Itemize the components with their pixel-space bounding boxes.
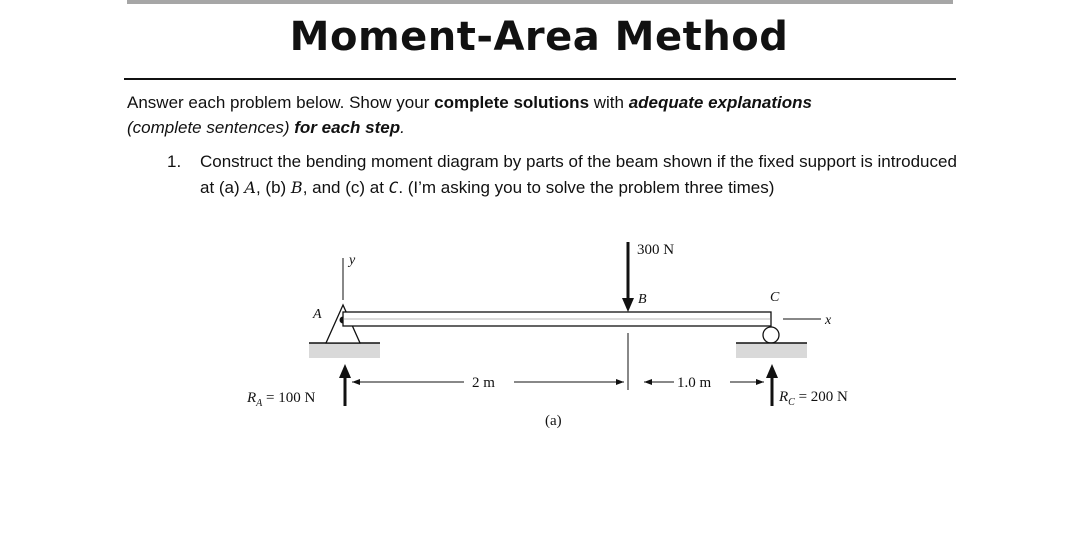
- problem-text: Construct the bending moment diagram by parts of the beam shown if the fixed support is introduced at (a): [200, 152, 957, 197]
- reaction-c-arrow-head: [766, 364, 778, 378]
- instructions-text: Answer each problem below. Show your: [127, 93, 435, 112]
- dim-ab-label: 2 m: [472, 375, 495, 391]
- instructions-emphasis: for each step: [294, 118, 401, 137]
- dim-bc-label: 1.0 m: [677, 375, 712, 391]
- support-ground-c: [736, 343, 807, 358]
- roller-c: [763, 327, 779, 343]
- problem-text: , and (c) at: [302, 177, 389, 197]
- point-b-ref: B: [290, 177, 303, 197]
- instructions-emphasis: complete solutions: [434, 93, 590, 112]
- x-axis-label: x: [825, 313, 832, 328]
- figure-caption: (a): [545, 413, 562, 429]
- problem-text: . (I’m asking you to solve the problem three times): [398, 177, 775, 197]
- point-c-label: C: [770, 290, 780, 305]
- instructions-emphasis: adequate explanations: [628, 93, 812, 112]
- instructions-text: .: [400, 118, 405, 137]
- load-arrow-head: [622, 298, 634, 312]
- problem-number: 1.: [167, 152, 182, 171]
- load-label: 300 N: [637, 242, 675, 258]
- reaction-a-arrow-head: [339, 364, 351, 378]
- y-axis-label: y: [349, 253, 356, 268]
- page-title: Moment-Area Method: [289, 14, 789, 60]
- point-c-ref: C: [388, 177, 399, 197]
- reaction-a-label: $R_A = 100$ N: [247, 390, 316, 409]
- point-a-label: A: [313, 307, 322, 322]
- point-a-ref: A: [244, 177, 256, 197]
- instructions-note: (complete sentences): [127, 118, 290, 137]
- instructions-text: with: [589, 93, 629, 112]
- reaction-c-label: $R_C = 200$ N: [779, 389, 848, 408]
- point-b-label: B: [638, 292, 647, 307]
- support-ground-a: [309, 343, 380, 358]
- problem-text: , (b): [255, 177, 291, 197]
